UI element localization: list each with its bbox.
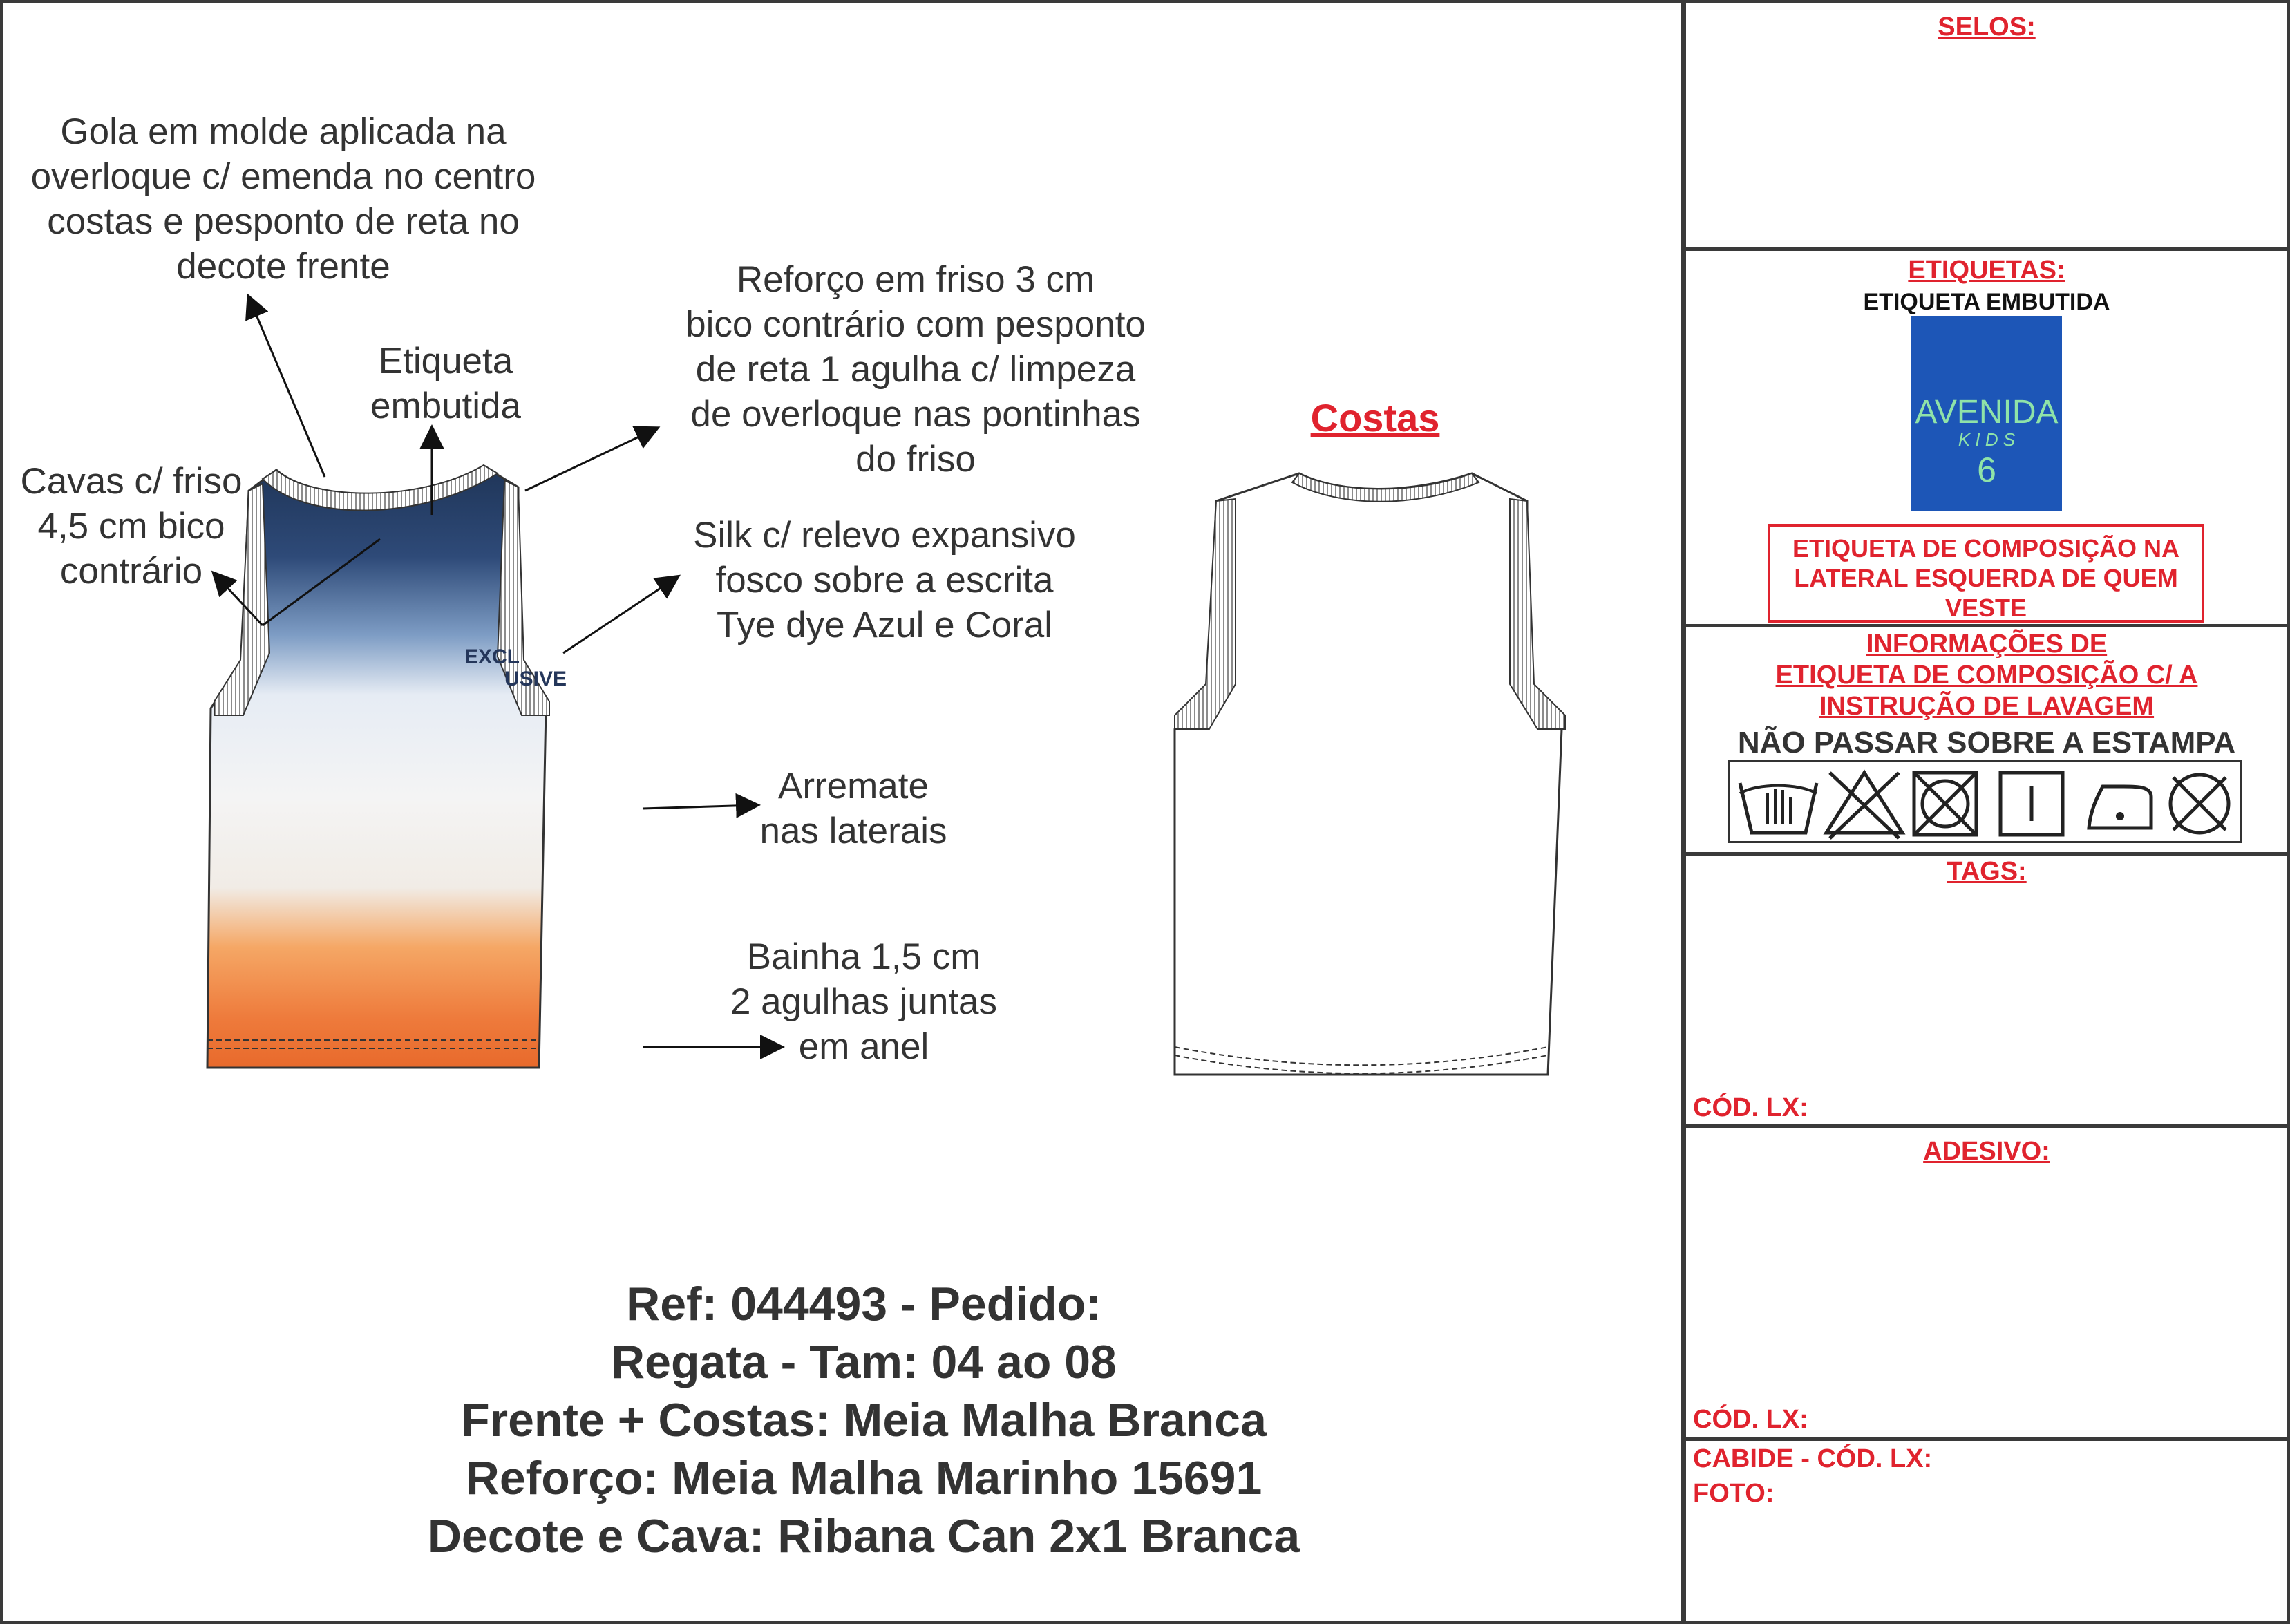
annotation-line: Etiqueta bbox=[378, 341, 513, 381]
annotation-gola bbox=[0, 109, 567, 289]
adesivo-title: ADESIVO: bbox=[1923, 1137, 2050, 1166]
info-title-line: ETIQUETA DE COMPOSIÇÃO C/ A bbox=[1775, 661, 2198, 690]
brand-label-swatch bbox=[1911, 316, 2062, 511]
annotation-arremate bbox=[719, 764, 988, 853]
annotation-line: de overloque nas pontinhas bbox=[690, 394, 1141, 435]
etiqueta-embutida-label: ETIQUETA EMBUTIDA bbox=[1863, 289, 2110, 315]
costas-label: Costas bbox=[1310, 396, 1440, 440]
annotation-line: Tye dye Azul e Coral bbox=[716, 605, 1053, 645]
warning-text: NÃO PASSAR SOBRE A ESTAMPA bbox=[1737, 726, 2236, 759]
etiquetas-title: ETIQUETAS: bbox=[1908, 256, 2065, 285]
summary-line: Regata - Tam: 04 ao 08 bbox=[611, 1336, 1117, 1388]
cod-lx-tags: CÓD. LX: bbox=[1693, 1093, 1808, 1122]
annotation-line: costas e pesponto de reta no bbox=[47, 201, 520, 242]
annotation-line: 4,5 cm bico bbox=[37, 506, 225, 547]
product-summary bbox=[207, 1275, 1520, 1565]
divider-info bbox=[1683, 852, 2290, 856]
annotation-line: Arremate bbox=[778, 766, 929, 806]
annotation-etiqueta bbox=[311, 339, 580, 428]
annotation-line: overloque c/ emenda no centro bbox=[30, 156, 536, 197]
care-symbols-box bbox=[1728, 760, 2242, 843]
composicao-line: LATERAL ESQUERDA DE QUEM bbox=[1794, 564, 2178, 592]
foto-label: FOTO: bbox=[1693, 1479, 1775, 1508]
annotation-line: contrário bbox=[59, 551, 203, 592]
info-title bbox=[1683, 629, 2290, 722]
cabide-label: CABIDE - CÓD. LX: bbox=[1693, 1444, 1933, 1473]
cod-lx-adesivo: CÓD. LX: bbox=[1693, 1405, 1808, 1434]
annotation-line: fosco sobre a escrita bbox=[715, 560, 1054, 601]
brand-name: AVENIDA bbox=[1915, 394, 2059, 431]
print-text-line2: USIVE bbox=[504, 668, 567, 690]
selos-title: SELOS: bbox=[1938, 12, 2036, 41]
summary-line: Frente + Costas: Meia Malha Branca bbox=[461, 1394, 1267, 1446]
summary-line: Decote e Cava: Ribana Can 2x1 Branca bbox=[427, 1510, 1300, 1562]
divider-selos bbox=[1683, 247, 2290, 251]
annotation-line: Cavas c/ friso bbox=[20, 461, 243, 502]
composicao-note-box bbox=[1768, 524, 2204, 623]
info-title-line: INFORMAÇÕES DE bbox=[1866, 630, 2108, 659]
info-title-line: INSTRUÇÃO DE LAVAGEM bbox=[1819, 692, 2155, 721]
annotation-line: Bainha 1,5 cm bbox=[746, 936, 981, 977]
composicao-line: VESTE bbox=[1944, 594, 2027, 622]
brand-sub: K I D S bbox=[1958, 429, 2016, 450]
line-dry-icon bbox=[2000, 773, 2063, 835]
divider-etiquetas bbox=[1683, 624, 2290, 627]
tags-title: TAGS: bbox=[1947, 857, 2027, 886]
composicao-line: ETIQUETA DE COMPOSIÇÃO NA bbox=[1792, 534, 2180, 563]
no-dry-clean-icon bbox=[2170, 775, 2229, 833]
brand-size: 6 bbox=[1977, 451, 1996, 489]
annotation-bainha bbox=[691, 934, 1037, 1069]
annotation-line: 2 agulhas juntas bbox=[730, 981, 997, 1022]
hand-wash-icon bbox=[1740, 783, 1817, 833]
annotation-line: embutida bbox=[370, 386, 522, 426]
annotation-line: Silk c/ relevo expansivo bbox=[693, 515, 1076, 556]
annotation-line: Reforço em friso 3 cm bbox=[736, 259, 1095, 300]
annotation-reforco bbox=[643, 257, 1189, 482]
no-bleach-icon bbox=[1826, 773, 1902, 838]
annotation-line: de reta 1 agulha c/ limpeza bbox=[695, 349, 1136, 390]
summary-line: Ref: 044493 - Pedido: bbox=[626, 1278, 1101, 1330]
annotation-silk bbox=[643, 513, 1126, 648]
annotation-line: do friso bbox=[855, 439, 976, 480]
divider-tags bbox=[1683, 1124, 2290, 1128]
print-text-line1: EXCL bbox=[464, 645, 520, 668]
annotation-line: decote frente bbox=[176, 246, 390, 287]
annotation-line: nas laterais bbox=[759, 811, 947, 851]
divider-adesivo bbox=[1683, 1437, 2290, 1441]
annotation-line: em anel bbox=[798, 1026, 929, 1067]
annotation-cavas bbox=[0, 459, 263, 594]
iron-low-icon bbox=[2089, 786, 2151, 828]
annotation-line: Gola em molde aplicada na bbox=[60, 111, 507, 152]
summary-line: Reforço: Meia Malha Marinho 15691 bbox=[465, 1452, 1262, 1504]
no-tumble-dry-icon bbox=[1914, 773, 1976, 835]
annotation-line: bico contrário com pesponto bbox=[685, 304, 1146, 345]
